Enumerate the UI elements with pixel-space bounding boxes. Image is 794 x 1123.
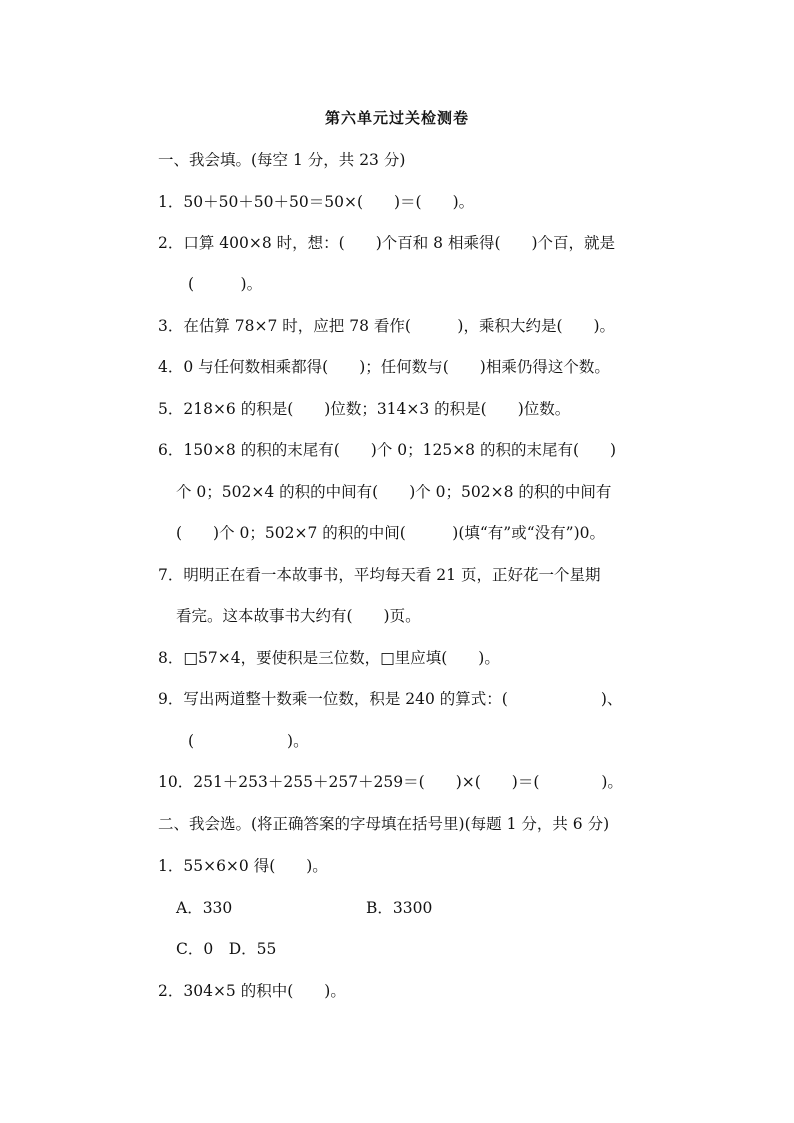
question-8: 8．□57×4，要使积是三位数，□里应填( )。 [158, 649, 500, 667]
question-4: 4．0 与任何数相乘都得( )；任何数与( )相乘仍得这个数。 [158, 358, 610, 376]
mc-question-1-option-b: B．3300 [366, 899, 433, 917]
question-6-line1: 6．150×8 的积的末尾有( )个 0；125×8 的积的末尾有( ) [158, 441, 617, 459]
question-9-line2: ( )。 [188, 732, 309, 750]
question-6-line3: ( )个 0；502×7 的积的中间( )(填“有”或“没有”)0。 [176, 524, 605, 542]
question-7-line1: 7．明明正在看一本故事书，平均每天看 21 页，正好花一个星期 [158, 566, 601, 584]
question-3: 3．在估算 78×7 时，应把 78 看作( )，乘积大约是( )。 [158, 317, 616, 335]
question-5: 5．218×6 的积是( )位数；314×3 的积是( )位数。 [158, 400, 571, 418]
page-title: 第六单元过关检测卷 [324, 109, 469, 127]
section1-heading: 一、我会填。(每空 1 分，共 23 分) [158, 151, 406, 169]
question-2-line2: ( )。 [188, 275, 263, 293]
mc-question-2: 2．304×5 的积中( )。 [158, 982, 346, 1000]
question-1: 1．50＋50＋50＋50＝50×( )＝( )。 [158, 193, 475, 211]
section2-heading: 二、我会选。(将正确答案的字母填在括号里)(每题 1 分，共 6 分) [158, 815, 610, 833]
question-6-line2: 个 0；502×4 的积的中间有( )个 0；502×8 的积的中间有 [176, 483, 612, 501]
question-10: 10．251＋253＋255＋257＋259＝( )×( )＝( )。 [158, 773, 623, 791]
mc-question-1-options-cd: C．0 D．55 [176, 940, 277, 958]
question-9-line1: 9．写出两道整十数乘一位数，积是 240 的算式：( )、 [158, 690, 623, 708]
question-7-line2: 看完。这本故事书大约有( )页。 [176, 607, 421, 625]
question-2-line1: 2．口算 400×8 时，想：( )个百和 8 相乘得( )个百，就是 [158, 234, 616, 252]
mc-question-1: 1．55×6×0 得( )。 [158, 857, 328, 875]
mc-question-1-option-a: A．330 [176, 899, 233, 917]
